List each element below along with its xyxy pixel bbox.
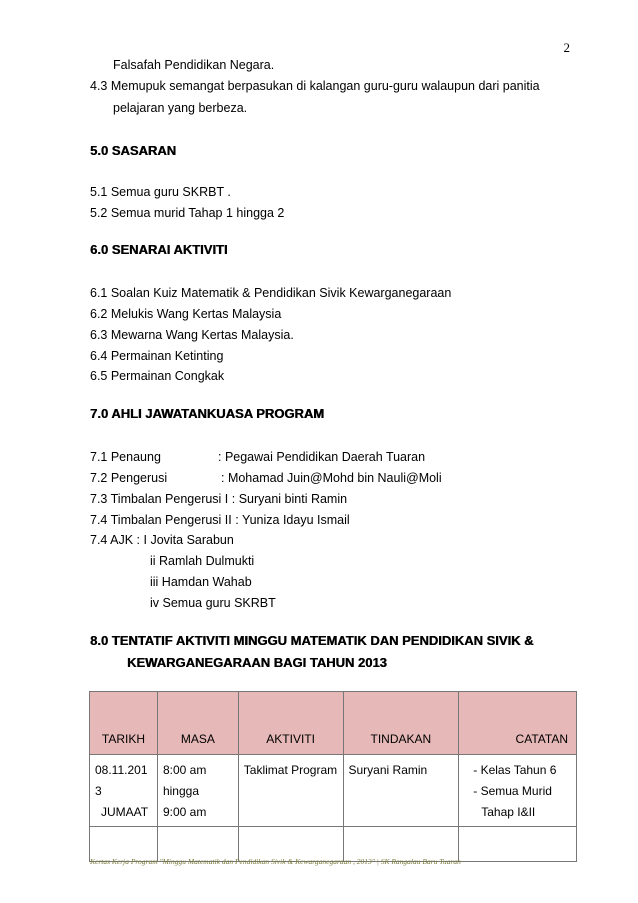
tentatif-table [89, 691, 577, 862]
sasaran-item: 5.2 Semua murid Tahap 1 hingga 2 [90, 206, 285, 220]
sasaran-item: 5.1 Semua guru SKRBT . [90, 185, 231, 199]
ajk-member: iii Hamdan Wahab [150, 575, 252, 589]
penaung-value: : Pegawai Pendidikan Daerah Tuaran [218, 450, 426, 464]
intro-line-1: Falsafah Pendidikan Negara. [113, 58, 275, 72]
col-header-aktiviti: AKTIVITI [238, 692, 343, 755]
col-header-masa: MASA [157, 692, 238, 755]
table-row [90, 755, 577, 827]
masa-line: 8:00 am [162, 763, 207, 777]
cell-masa [157, 755, 238, 827]
aktiviti-item: 6.2 Melukis Wang Kertas Malaysia [90, 307, 282, 321]
pengerusi-value: : Mohamad Juin@Mohd bin Nauli@Moli [221, 471, 442, 485]
aktiviti-item: 6.3 Mewarna Wang Kertas Malaysia. [90, 328, 294, 342]
cell-tarikh [90, 755, 158, 827]
table-header-row [90, 692, 577, 755]
tarikh-line: 08.11.201 [95, 763, 148, 777]
catatan-line: Tahap I&II [481, 805, 536, 819]
ajk-member: iv Semua guru SKRBT [150, 596, 276, 610]
catatan-line: - Semua Murid [473, 784, 552, 798]
aktiviti-item: 6.4 Permainan Ketinting [90, 349, 224, 363]
col-header-tarikh: TARIKH [90, 692, 158, 755]
catatan-line: - Kelas Tahun 6 [473, 763, 557, 777]
page-footer: Kertas Kerja Program "Minggu Matematik dan Pendidikan Sivik & Kewarganegaraan , 2013" | SK Rangalau Baru Tuaran [90, 857, 461, 866]
cell-catatan [459, 755, 577, 827]
page-number: 2 [563, 40, 570, 55]
col-header-tindakan: TINDAKAN [343, 692, 459, 755]
intro-line-2: 4.3 Memupuk semangat berpasukan di kalangan guru-guru walaupun dari panitia [90, 79, 540, 93]
col-header-catatan: CATATAN [459, 692, 577, 755]
heading-tentatif-line-2: KEWARGANEGARAAN BAGI TAHUN 2013 [127, 655, 387, 670]
intro-line-3: pelajaran yang berbeza. [113, 101, 248, 115]
pengerusi-label: 7.2 Pengerusi [90, 471, 168, 485]
cell-tindakan: Suryani Ramin [343, 755, 459, 827]
ajk-line: 7.4 AJK : I Jovita Sarabun [90, 533, 234, 547]
heading-ahli-jawatankuasa: 7.0 AHLI JAWATANKUASA PROGRAM [90, 406, 325, 421]
masa-line: hingga [162, 784, 199, 798]
heading-tentatif: 8.0 TENTATIF AKTIVITI MINGGU MATEMATIK DAN PENDIDIKAN SIVIK & [90, 633, 534, 648]
masa-line: 9:00 am [162, 805, 207, 819]
tarikh-line: JUMAAT [101, 805, 149, 819]
timbalan-pengerusi-2: 7.4 Timbalan Pengerusi II : Yuniza Idayu Ismail [90, 513, 350, 527]
aktiviti-item: 6.1 Soalan Kuiz Matematik & Pendidikan Sivik Kewarganegaraan [90, 286, 452, 300]
aktiviti-item: 6.5 Permainan Congkak [90, 369, 225, 383]
timbalan-pengerusi-1: 7.3 Timbalan Pengerusi I : Suryani binti Ramin [90, 492, 348, 506]
cell-aktiviti: Taklimat Program [238, 755, 343, 827]
tarikh-line: 3 [95, 784, 102, 798]
penaung-label: 7.1 Penaung [90, 450, 161, 464]
ajk-member: ii Ramlah Dulmukti [150, 554, 255, 568]
heading-senarai-aktiviti: 6.0 SENARAI AKTIVITI [90, 242, 228, 257]
heading-sasaran: 5.0 SASARAN [90, 143, 176, 158]
